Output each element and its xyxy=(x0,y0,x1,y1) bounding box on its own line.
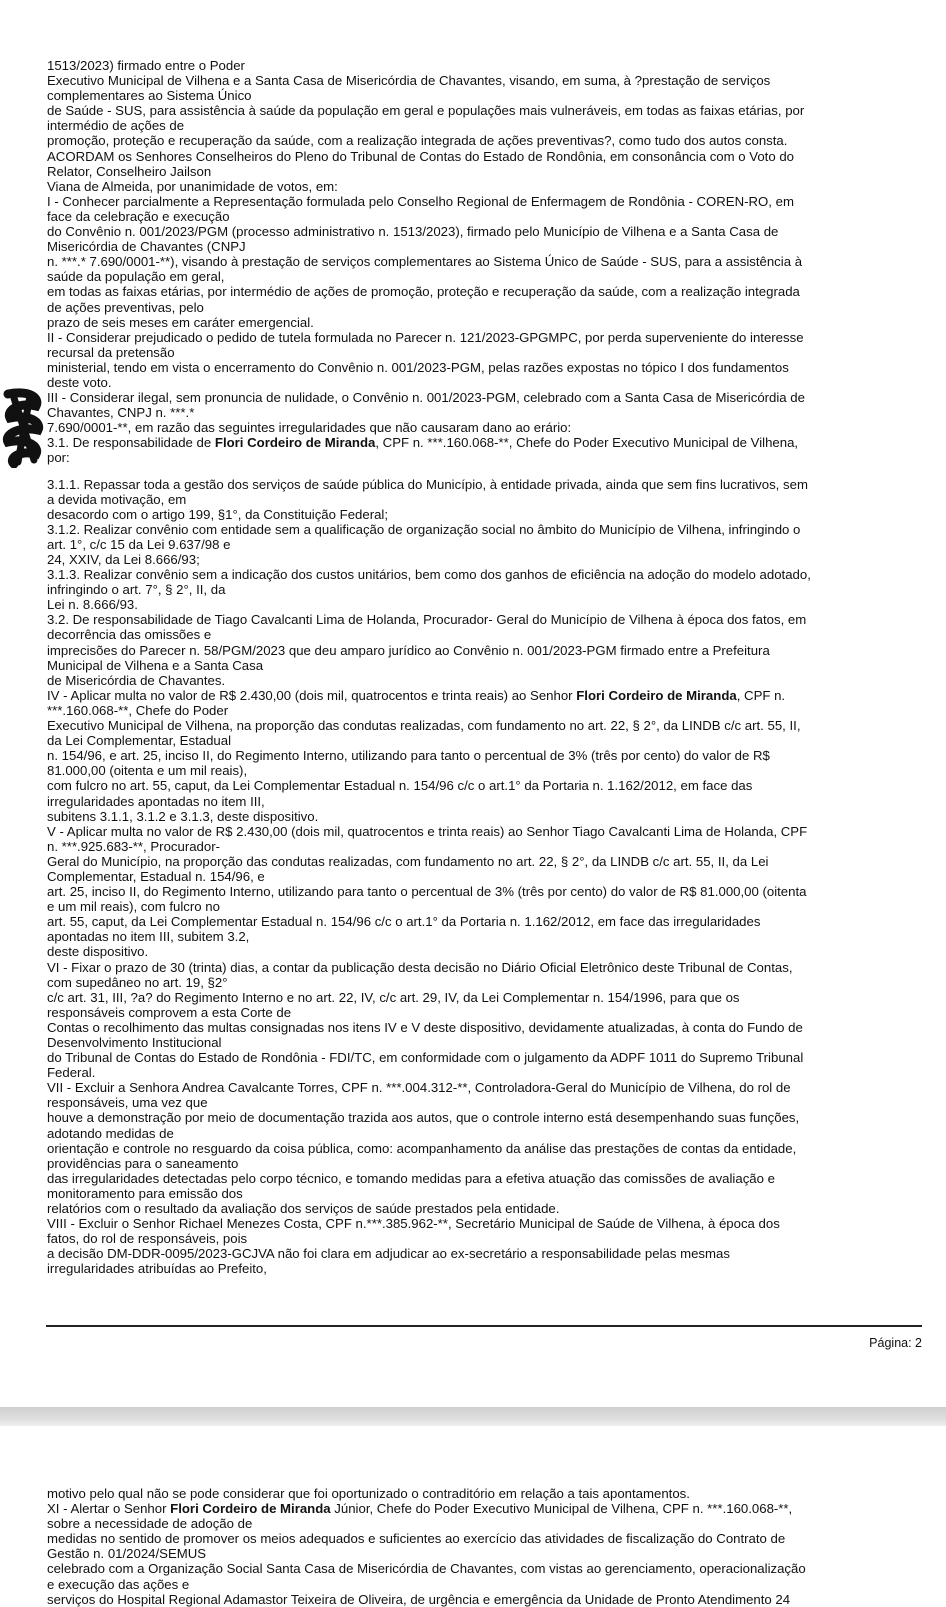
text-line: a devida motivação, em xyxy=(47,491,187,507)
text-line: 1513/2023) firmado entre o Poder xyxy=(47,58,245,73)
text-line: intermédio de ações de xyxy=(47,118,185,134)
text-line: saúde da população em geral, xyxy=(47,269,225,285)
decision-text-continued xyxy=(47,1486,924,1607)
text-line: providências para o saneamento xyxy=(47,1155,239,1171)
item-3-1-cont: por: xyxy=(47,450,70,466)
text-line: e um mil reais), com fulcro no xyxy=(47,899,220,915)
text-line: art. 1°, c/c 15 da Lei 9.637/98 e xyxy=(47,536,231,552)
person-name-bold: Flori Cordeiro de Miranda xyxy=(576,687,737,703)
text-line: face da celebração e execução xyxy=(47,208,230,224)
person-name-bold: Flori Cordeiro de Miranda xyxy=(170,1501,331,1517)
text-line: n. ***.925.683-**, Procurador- xyxy=(47,838,221,854)
text-line: de Saúde - SUS, para assistência à saúde da população em geral e populações mais vulneráveis, em todas as faixas etárias, por xyxy=(47,103,805,119)
text-line: c/c art. 31, III, ?a? do Regimento Interno e no art. 22, IV, c/c art. 29, IV, da Lei Complementar n. 154/1996, para que os xyxy=(47,989,740,1005)
text-line: n. ***.* 7.690/0001-**), visando à prestação de serviços complementares ao Sistema Único de Saúde - SUS, para a assistência à xyxy=(47,254,803,270)
text-line: das irregularidades detectadas pelo corpo técnico, e tomando medidas para a efetiva atuação das comissões de avaliação e xyxy=(47,1170,775,1186)
text-line: infringindo o art. 7°, § 2°, II, da xyxy=(47,582,226,598)
text-line: 3.2. De responsabilidade de Tiago Cavalcanti Lima de Holanda, Procurador- Geral do Município de Vilhena à época dos fatos, em xyxy=(47,612,807,628)
text-line: 24, XXIV, da Lei 8.666/93; xyxy=(47,552,200,567)
text-line: de ações preventivas, pelo xyxy=(47,299,204,315)
text-line: VII - Excluir a Senhora Andrea Cavalcante Torres, CPF n. ***.004.312-**, Controladora-Geral do Município de Vilhena, do rol de xyxy=(47,1080,791,1096)
text-line: II - Considerar prejudicado o pedido de tutela formulada no Parecer n. 121/2023-GPGMPC, por perda superveniente do interesse xyxy=(47,329,804,345)
text-line: prazo de seis meses em caráter emergencial. xyxy=(47,314,314,330)
text-line: subitens 3.1.1, 3.1.2 e 3.1.3, deste dispositivo. xyxy=(47,808,319,824)
text-line: Misericórdia de Chavantes (CNPJ xyxy=(47,239,246,255)
text-line: celebrado com a Organização Social Santa Casa de Misericórdia de Chavantes, com vistas ao gerenciamento, operacionalização xyxy=(47,1561,806,1577)
text-line: 3.1.1. Repassar toda a gestão dos serviços de saúde pública do Município, à entidade privada, ainda que sem fins lucrativos, sem xyxy=(47,476,808,492)
text-line: com fulcro no art. 55, caput, da Lei Complementar Estadual n. 154/96 c/c o art.1° da Portaria n. 1.162/2012, em face das xyxy=(47,778,753,794)
paragraph-block-1 xyxy=(47,58,924,435)
text-line: deste dispositivo. xyxy=(47,944,149,960)
text-line: Municipal de Vilhena e a Santa Casa xyxy=(47,657,264,673)
paragraph-block-3 xyxy=(47,703,924,1277)
text-line: art. 25, inciso II, do Regimento Interno, utilizando para tanto o percentual de 3% (três por cento) do valor de R$ 81.000,00 (oitenta xyxy=(47,884,807,900)
text-line: 3.1.3. Realizar convênio sem a indicação dos custos unitários, bem como dos ganhos de eficiência na adoção do modelo adotado, xyxy=(47,567,811,583)
text-line: do Tribunal de Contas do Estado de Rondônia - FDI/TC, em conformidade com o julgamento da ADPF 1011 do Supremo Tribunal xyxy=(47,1050,804,1066)
text-line: irregularidades apontadas no item III, xyxy=(47,793,265,809)
text-line: do Convênio n. 001/2023/PGM (processo administrativo n. 1513/2023), firmado pelo Município de Vilhena e a Santa Casa de xyxy=(47,224,779,240)
text-line: Geral do Município, na proporção das condutas realizadas, com fundamento no art. 22, § 2°, da LINDB c/c art. 55, II, da Lei xyxy=(47,853,769,869)
text-line: e execução das ações e xyxy=(47,1576,190,1592)
text-line: V - Aplicar multa no valor de R$ 2.430,00 (dois mil, quatrocentos e trinta reais) ao Senhor Tiago Cavalcanti Lima de Holanda, CPF xyxy=(47,823,808,839)
text-line: Contas o recolhimento das multas consignadas nos itens IV e V deste dispositivo, devidamente atualizadas, à conta do Fundo de xyxy=(47,1019,803,1035)
decision-text xyxy=(47,58,924,1277)
text-line: apontadas no item III, subitem 3.2, xyxy=(47,929,250,945)
text-line: em todas as faixas etárias, por intermédio de ações de promoção, proteção e recuperação da saúde, com a realização integrada xyxy=(47,284,800,300)
page-separator xyxy=(0,1407,946,1426)
text-line: VI - Fixar o prazo de 30 (trinta) dias, a contar da publicação desta decisão no Diário Oficial Eletrônico deste Tribunal de Contas, xyxy=(47,959,793,975)
text-line: promoção, proteção e recuperação da saúde, com a realização integrada de ações preventivas?, como tudo dos autos consta. xyxy=(47,133,788,149)
text-line: Federal. xyxy=(47,1065,96,1081)
text-line: 7.690/0001-**, em razão das seguintes irregularidades que não causaram dano ao erário: xyxy=(47,420,572,436)
text-line: n. 154/96, e art. 25, inciso II, do Regimento Interno, utilizando para tanto o percentual de 3% (três por cento) do valor de R$ xyxy=(47,748,770,764)
paragraph-block-4 xyxy=(47,1516,924,1607)
text-line: adotando medidas de xyxy=(47,1125,174,1141)
paragraph-block-2 xyxy=(47,477,924,688)
text-line: Complementar, Estadual n. 154/96, e xyxy=(47,868,265,884)
text-line: desacordo com o artigo 199, §1°, da Constituição Federal; xyxy=(47,506,389,522)
text-line: orientação e controle no resguardo da coisa pública, como: acompanhamento da análise das prestações de contas da entidade, xyxy=(47,1140,797,1156)
item-3-1-line: 3.1. De responsabilidade de Flori Cordeiro de Miranda, CPF n. ***.160.068-**, Chefe do Poder Executivo Municipal de Vilhena, xyxy=(47,435,799,451)
text-line: I - Conhecer parcialmente a Representação formulada pelo Conselho Regional de Enfermagem de Rondônia - COREN-RO, em xyxy=(47,193,794,209)
text-line: a decisão DM-DDR-0095/2023-GCJVA não foi clara em adjudicar ao ex-secretário a responsabilidade pelas mesmas xyxy=(47,1246,730,1262)
text-line: Viana de Almeida, por unanimidade de votos, em: xyxy=(47,178,338,194)
text-line: Gestão n. 01/2024/SEMUS xyxy=(47,1546,207,1562)
text-line: Relator, Conselheiro Jailson xyxy=(47,163,212,179)
text-line: Desenvolvimento Institucional xyxy=(47,1035,222,1050)
document-page-2 xyxy=(0,1426,946,1607)
text-line: imprecisões do Parecer n. 58/PGM/2023 que deu amparo jurídico ao Convênio n. 001/2023-PGM firmado entre a Prefeitura xyxy=(47,642,770,658)
text-line: decorrência das omissões e xyxy=(47,627,212,643)
text-line: recursal da pretensão xyxy=(47,344,175,360)
footer-divider xyxy=(46,1325,922,1327)
text-line: complementares ao Sistema Único xyxy=(47,88,252,104)
text-line: houve a demonstração por meio de documentação trazida aos autos, que o controle interno está desempenhando suas funções, xyxy=(47,1110,800,1126)
item-iv-line: IV - Aplicar multa no valor de R$ 2.430,00 (dois mil, quatrocentos e trinta reais) ao Senhor Flori Cordeiro de Miranda, CPF n. xyxy=(47,687,786,703)
text-line: VIII - Excluir o Senhor Richael Menezes Costa, CPF n.***.385.962-**, Secretário Municipal de Saúde de Vilhena, à época dos xyxy=(47,1216,780,1232)
item-xi-line: XI - Alertar o Senhor Flori Cordeiro de Miranda Júnior, Chefe do Poder Executivo Municipal de Vilhena, CPF n. ***.160.068-**, xyxy=(47,1501,793,1517)
text-line: deste voto. xyxy=(47,374,112,390)
text-line: responsáveis, uma vez que xyxy=(47,1095,208,1111)
text-line: motivo pelo qual não se pode considerar que foi oportunizado o contraditório em relação a tais apontamentos. xyxy=(47,1486,690,1501)
text-line: relatórios com o resultado da avaliação dos serviços de saúde prestados pela entidade. xyxy=(47,1201,560,1217)
person-name-bold: Flori Cordeiro de Miranda xyxy=(214,435,376,451)
text-line: III - Considerar ilegal, sem pronuncia de nulidade, o Convênio n. 001/2023-PGM, celebrado com a Santa Casa de Misericórdia de xyxy=(47,390,805,406)
text-line: com supedâneo no art. 19, §2° xyxy=(47,974,228,990)
text-line: Executivo Municipal de Vilhena e a Santa Casa de Misericórdia de Chavantes, visando, em suma, à ?prestação de serviços xyxy=(47,73,771,89)
text-line: 81.000,00 (oitenta e um mil reais), xyxy=(47,763,248,779)
text-line: da Lei Complementar, Estadual xyxy=(47,733,231,749)
text-line: Chavantes, CNPJ n. ***.* xyxy=(47,405,195,421)
text-line: ministerial, tendo em vista o encerramento do Convênio n. 001/2023-PGM, pelas razões expostas no tópico I dos fundamentos xyxy=(47,359,789,375)
text-line: de Misericórdia de Chavantes. xyxy=(47,672,226,688)
text-line: ACORDAM os Senhores Conselheiros do Pleno do Tribunal de Contas do Estado de Rondônia, em consonância com o Voto do xyxy=(47,148,795,164)
redaction-scribble xyxy=(0,388,46,468)
page-number: Página: 2 xyxy=(869,1336,922,1350)
text-line: medidas no sentido de promover os meios adequados e suficientes ao exercício das atividades de fiscalização do Contrato de xyxy=(47,1531,786,1547)
text-line: sobre a necessidade de adoção de xyxy=(47,1516,253,1532)
text-line: art. 55, caput, da Lei Complementar Estadual n. 154/96 c/c o art.1° da Portaria n. 1.162/2012, em face das irregularidades xyxy=(47,914,761,930)
text-line: serviços do Hospital Regional Adamastor Teixeira de Oliveira, de urgência e emergência da Unidade de Pronto Atendimento 24 xyxy=(47,1591,791,1607)
text-line: monitoramento para emissão dos xyxy=(47,1185,243,1201)
text-line: Executivo Municipal de Vilhena, na proporção das condutas realizadas, com fundamento no art. 22, § 2°, da LINDB c/c art. 55, II, xyxy=(47,718,801,734)
text-line: 3.1.2. Realizar convênio com entidade sem a qualificação de organização social no âmbito do Município de Vilhena, infringindo o xyxy=(47,521,801,537)
text-line: irregularidades atribuídas ao Prefeito, xyxy=(47,1261,267,1277)
text-line: responsáveis comprovem a esta Corte de xyxy=(47,1004,292,1020)
text-line: ***.160.068-**, Chefe do Poder xyxy=(47,702,229,718)
text-line: Lei n. 8.666/93. xyxy=(47,597,138,613)
text-line: fatos, do rol de responsáveis, pois xyxy=(47,1231,248,1247)
